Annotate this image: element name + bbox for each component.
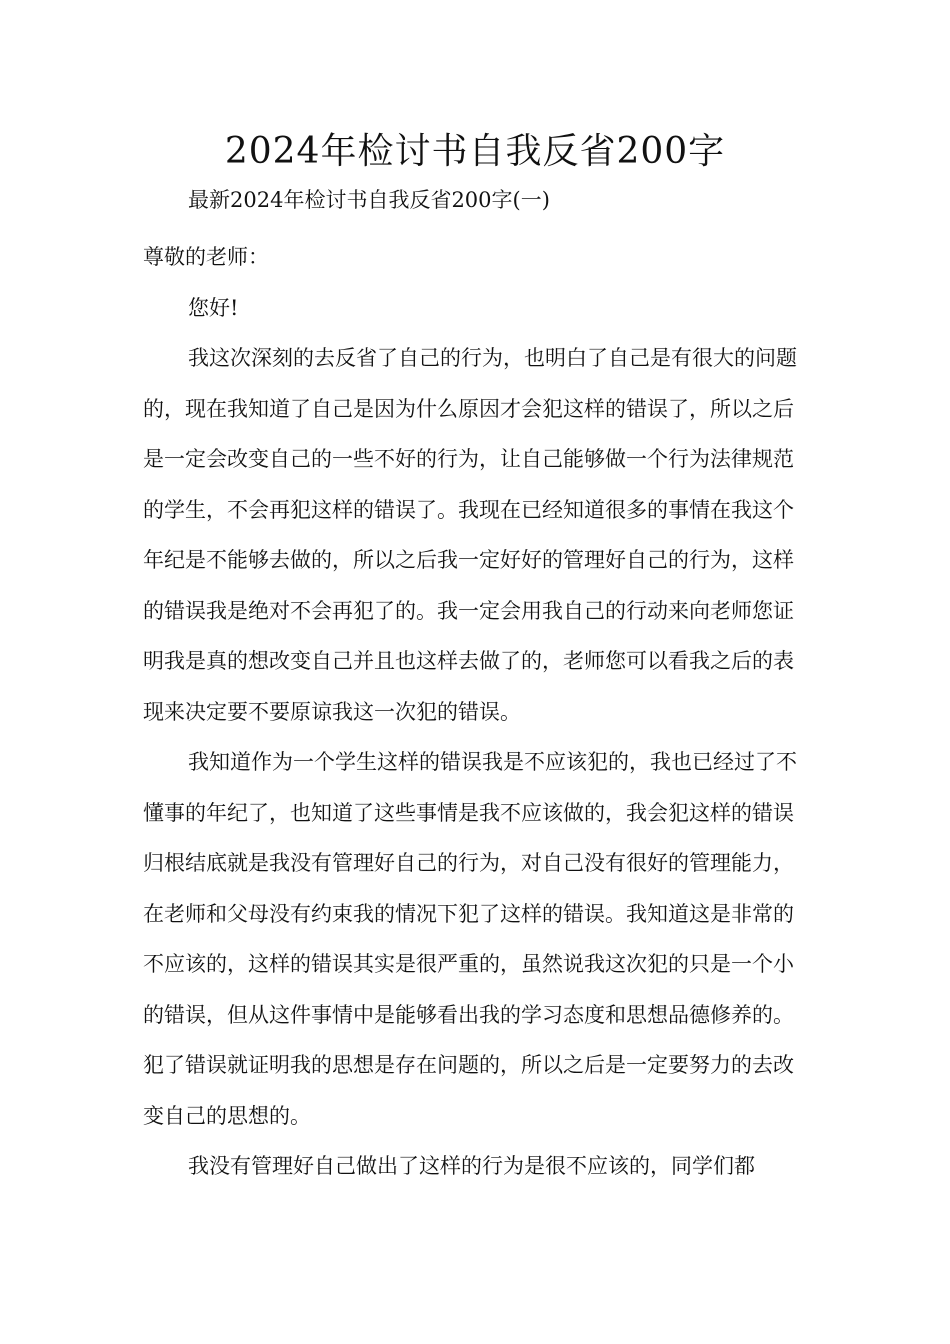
document-subtitle: 最新2024年检讨书自我反省200字(一) [188, 188, 550, 212]
salutation: 尊敬的老师： [143, 245, 269, 269]
paragraph-2: 我知道作为一个学生这样的错误我是不应该犯的，我也已经过了不懂事的年纪了，也知道了这些事情是我不应该做的，我会犯这样的错误归根结底就是我没有管理好自己的行为，对自己没有很好的管理能力，在老师和父母没有约束我的情况下犯了这样的错误。我知道这是非常的不应该的，这样的错误其实是很严重的，虽然说我这次犯的只是一个小的错误，但从这件事情中是能够看出我的学习态度和思想品德修养的。犯了错误就证明我的思想是存在问题的，所以之后是一定要努力的去改变自己的思想的。 [143, 750, 797, 1128]
document-title: 2024年检讨书自我反省200字 [224, 131, 726, 172]
paragraph-1: 我这次深刻的去反省了自己的行为，也明白了自己是有很大的问题的，现在我知道了自己是因为什么原因才会犯这样的错误了，所以之后是一定会改变自己的一些不好的行为，让自己能够做一个行为法律规范的学生，不会再犯这样的错误了。我现在已经知道很多的事情在我这个年纪是不能够去做的，所以之后我一定好好的管理好自己的行为，这样的错误我是绝对不会再犯了的。我一定会用我自己的行动来向老师您证明我是真的想改变自己并且也这样去做了的，老师您可以看我之后的表现来决定要不要原谅我这一次犯的错误。 [143, 346, 797, 724]
document-body [143, 232, 813, 1192]
greeting: 您好! [188, 295, 239, 320]
paragraph-3: 我没有管理好自己做出了这样的行为是很不应该的，同学们都 [188, 1154, 755, 1178]
